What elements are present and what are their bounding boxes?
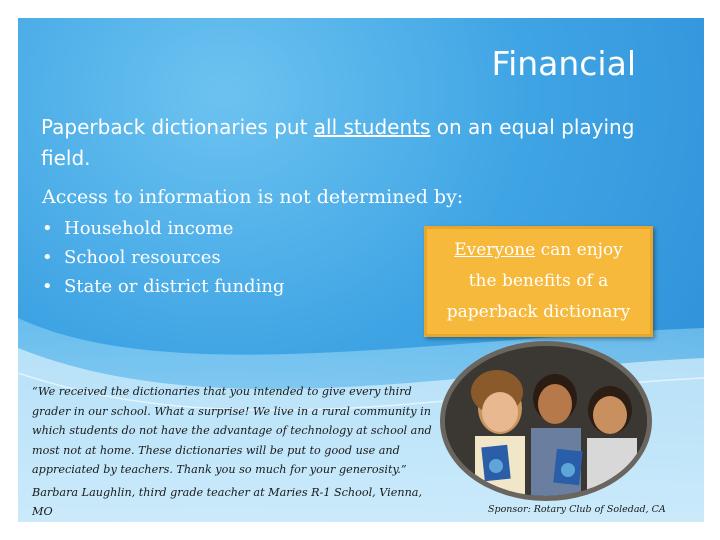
callout-line-1-rest: can enjoy <box>535 240 623 260</box>
callout-line-2: the benefits of a <box>468 271 609 291</box>
bullet-dot: • <box>42 247 53 268</box>
testimonial-attribution: Barbara Laughlin, third grade teacher at Maries R-1 School, Vienna, MO <box>32 486 423 518</box>
callout-box <box>424 226 653 337</box>
bullet-list <box>42 214 284 301</box>
students-photo <box>445 346 647 496</box>
list-item <box>42 243 284 272</box>
bullet-dot: • <box>42 276 53 297</box>
sponsor-credit: Sponsor: Rotary Club of Soledad, CA <box>488 504 666 515</box>
bullet-dot: • <box>42 218 53 239</box>
list-item-text: State or district funding <box>64 276 285 297</box>
slide-title: Financial <box>491 44 636 83</box>
callout-line-3: paperback dictionary <box>446 302 631 322</box>
intro-text-emphasis: all students <box>313 115 431 139</box>
slide <box>18 18 704 522</box>
access-heading: Access to information is not determined by: <box>42 186 464 208</box>
testimonial-quote: “We received the dictionaries that you intended to give every third grader in our school. What a surprise! We live in a rural community in which students do not have the advantage of technology at school and most not at home. These dictionaries will be put to good use and appreciated by teachers. Thank you so much for your generosity.” <box>32 385 432 476</box>
list-item-text: School resources <box>64 247 221 268</box>
list-item <box>42 214 284 243</box>
students-illustration <box>445 346 647 496</box>
list-item <box>42 272 284 301</box>
intro-text-start: Paperback dictionaries put <box>41 115 314 139</box>
intro-text-end: on an equal playing field. <box>41 115 635 170</box>
callout-line-1 <box>427 235 650 266</box>
list-item-text: Household income <box>64 218 234 239</box>
intro-text <box>41 112 661 174</box>
callout-emphasis: Everyone <box>454 240 536 260</box>
